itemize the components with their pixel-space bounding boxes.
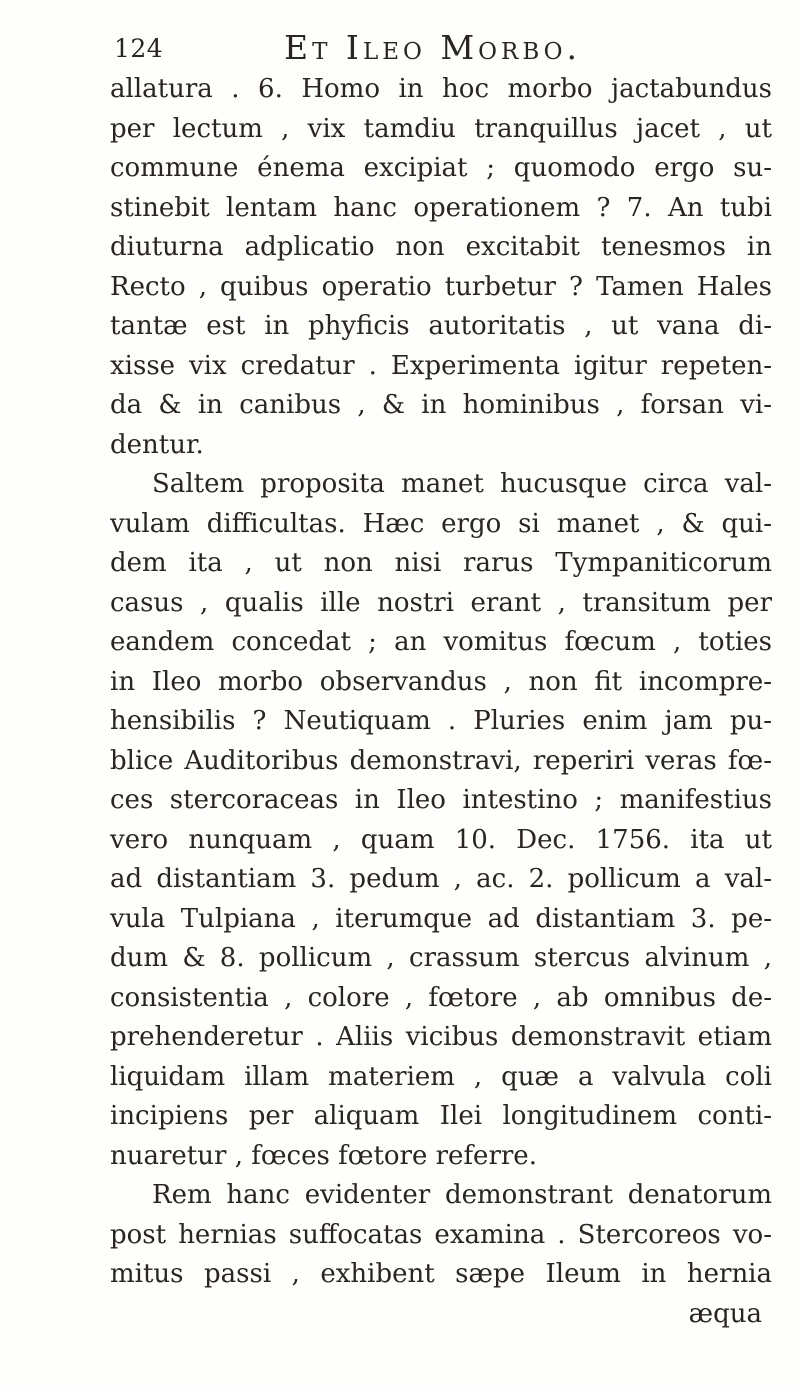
text-line: diuturna adplicatio non excitabit tenesmos in	[110, 232, 772, 262]
text-line: post hernias suffocatas examina . Stercoreos vo-	[110, 1219, 772, 1250]
text-line: da & in canibus , & in hominibus , forsan vi-	[110, 390, 772, 420]
text-line: incipiens per aliquam Ilei longitudinem conti-	[110, 1101, 772, 1131]
text-line: tantæ est in phyficis autoritatis , ut vana di-	[110, 311, 772, 341]
text-line: liquidam illam materiem , quæ a valvula coli	[110, 1061, 772, 1092]
text-line: commune énema excipiat ; quomodo ergo su-	[110, 153, 772, 183]
running-title: Et Ileo Morbo.	[284, 28, 582, 67]
running-head	[114, 28, 774, 68]
text-line: vero nunquam , quam 10. Dec. 1756. ita ut	[110, 824, 772, 855]
text-line: vulam difficultas. Hæc ergo si manet , & qui-	[110, 508, 772, 539]
paragraph-2	[110, 465, 772, 1176]
text-line: mitus passi , exhibent sæpe Ileum in hernia	[110, 1259, 772, 1289]
text-line: hensibilis ? Neutiquam . Pluries enim jam pu-	[110, 706, 772, 736]
text-line: consistentia , colore , fœtore , ab omnibus de-	[110, 982, 772, 1013]
text-line: dentur.	[110, 429, 204, 460]
text-line: blice Auditoribus demonstravi, reperiri veras fœ-	[110, 745, 772, 776]
text-line: vula Tulpiana , iterumque ad distantiam 3. pe-	[110, 903, 772, 934]
text-line: prehenderetur . Aliis vicibus demonstravit etiam	[110, 1022, 772, 1052]
page-number: 124	[114, 34, 164, 63]
text-line: per lectum , vix tamdiu tranquillus jacet , ut	[110, 113, 772, 144]
text-line: Recto , quibus operatio turbetur ? Tamen Hales	[110, 271, 772, 302]
text-line: nuaretur , fœces fœtore referre.	[110, 1140, 537, 1171]
text-line: casus , qualis ille nostri erant , transitum per	[110, 587, 772, 618]
text-line: Rem hanc evidenter demonstrant denatorum	[152, 1180, 772, 1210]
paragraph-1	[110, 70, 772, 465]
catchword: æqua	[688, 1298, 762, 1329]
text-line: ad distantiam 3. pedum , ac. 2. pollicum a val-	[110, 864, 772, 894]
text-line: in Ileo morbo observandus , non fit incompre-	[110, 666, 772, 697]
text-line: stinebit lentam hanc operationem ? 7. An tubi	[110, 192, 772, 223]
text-line: ces stercoraceas in Ileo intestino ; manifestius	[110, 785, 772, 815]
body-text	[110, 70, 772, 1334]
text-line: Saltem proposita manet hucusque circa val-	[152, 469, 772, 499]
paragraph-3	[110, 1176, 772, 1295]
text-line: allatura . 6. Homo in hoc morbo jactabundus	[110, 74, 772, 104]
text-line: eandem concedat ; an vomitus fœcum , toties	[110, 627, 772, 657]
text-line: dum & 8. pollicum , crassum stercus alvinum ,	[110, 943, 772, 973]
text-line: xisse vix credatur . Experimenta igitur repeten-	[110, 350, 772, 381]
text-line: dem ita , ut non nisi rarus Tympaniticorum	[110, 548, 772, 578]
